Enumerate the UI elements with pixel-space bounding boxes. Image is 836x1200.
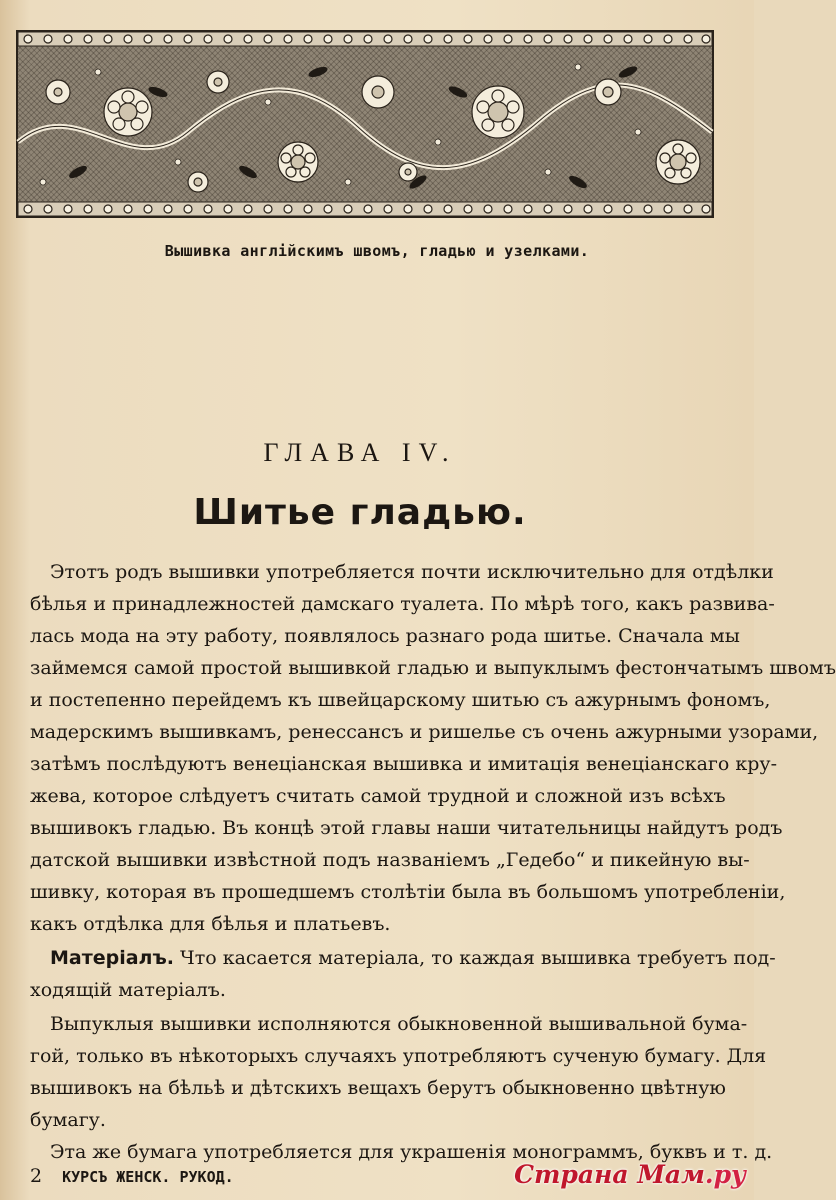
paragraph-line: бумагу. [30, 1109, 106, 1131]
material-paragraph [50, 942, 776, 974]
paragraph-line: Эта же бумага употребляется для украшенія монограммъ, буквъ и т. д. [50, 1141, 773, 1163]
running-title: КУРСЪ ЖЕНСК. РУКОД. [62, 1168, 234, 1186]
paragraph-line: Этотъ родъ вышивки употребляется почти исключительно для отдѣлки [50, 561, 774, 583]
material-text: Что касается матеріала, то каждая вышивка требуетъ под- [173, 947, 776, 969]
chapter-heading: ГЛАВА IV. [263, 438, 457, 467]
paragraph-line: ходящій матеріалъ. [30, 979, 226, 1001]
floral-embroidery-image [18, 32, 712, 216]
figure-caption: Вышивка англійскимъ швомъ, гладью и узелками. [164, 242, 590, 260]
paragraph-line: Выпуклыя вышивки исполняются обыкновенной вышивальной бума- [50, 1013, 748, 1035]
paragraph-line: гой, только въ нѣкоторыхъ случаяхъ употребляютъ сученую бумагу. Для [30, 1045, 767, 1067]
paragraph-line: вышивокъ на бѣльѣ и дѣтскихъ вещахъ берутъ обыкновенно цвѣтную [30, 1077, 726, 1099]
embroidery-illustration [16, 30, 714, 218]
paragraph-line: лась мода на эту работу, появлялось разнаго рода шитье. Сначала мы [30, 625, 740, 647]
watermark-suffix: .ру [704, 1160, 746, 1189]
paragraph-line: и постепенно перейдемъ къ швейцарскому шитью съ ажурнымъ фономъ, [30, 689, 771, 711]
paragraph-line: мадерскимъ вышивкамъ, ренессансъ и ришелье съ очень ажурными узорами, [30, 721, 819, 743]
paragraph-line: шивку, которая въ прошедшемъ столѣтіи была въ большомъ употребленіи, [30, 881, 786, 903]
paragraph-line: какъ отдѣлка для бѣлья и платьевъ. [30, 913, 391, 935]
paragraph-line: вышивокъ гладью. Въ концѣ этой главы наши читательницы найдутъ родъ [30, 817, 783, 839]
paragraph-line: жева, которое слѣдуетъ считать самой трудной и сложной изъ всѣхъ [30, 785, 726, 807]
page-footer [30, 1165, 234, 1187]
paragraph-line: затѣмъ послѣдуютъ венеціанская вышивка и имитація венеціанскаго кру- [30, 753, 778, 775]
site-watermark [514, 1160, 746, 1189]
paragraph-line: займемся самой простой вышивкой гладью и выпуклымъ фестончатымъ швомъ [30, 657, 836, 679]
paragraph-line: бѣлья и принадлежностей дамскаго туалета. По мѣрѣ того, какъ развива- [30, 593, 775, 615]
page-number: 2 [30, 1165, 43, 1187]
material-heading: Матеріалъ. [50, 947, 174, 969]
chapter-title: Шитье гладью. [193, 492, 527, 533]
watermark-text: Страна Мам [514, 1160, 705, 1189]
paragraph-line: датской вышивки извѣстной подъ названіемъ „Гедебо“ и пикейную вы- [30, 849, 750, 871]
